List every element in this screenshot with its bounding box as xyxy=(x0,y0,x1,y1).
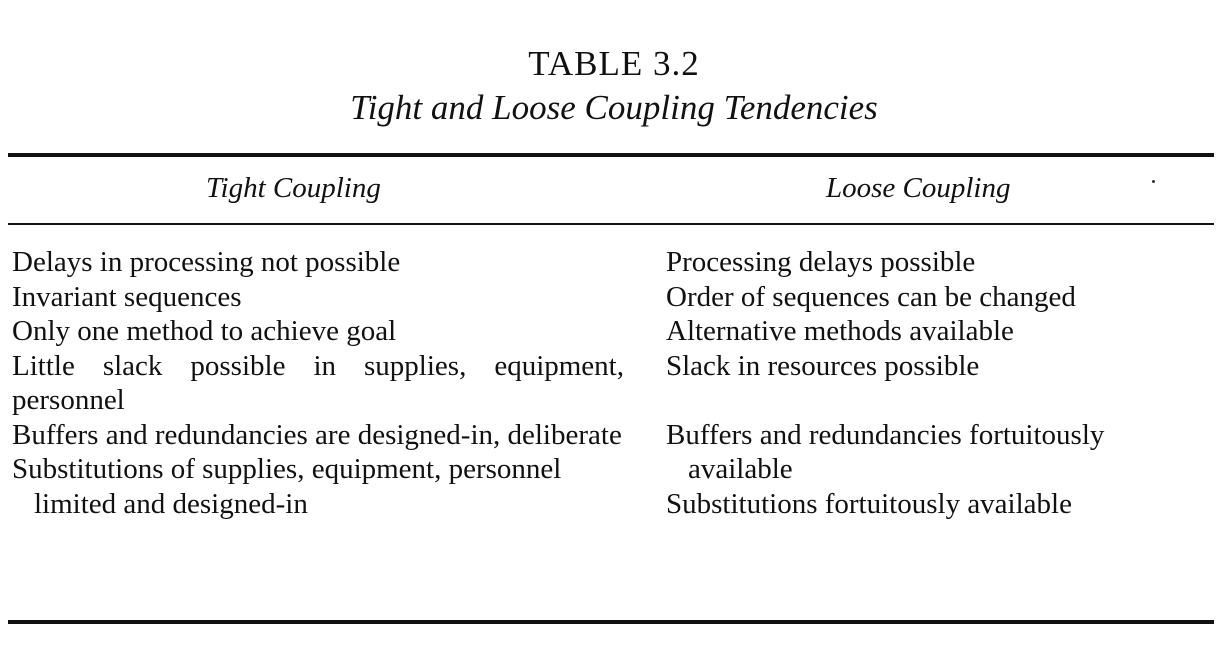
loose-coupling-column xyxy=(666,245,1214,521)
tight-entry: Invariant sequences xyxy=(12,280,242,313)
table-top-rule xyxy=(8,153,1214,157)
tight-coupling-column xyxy=(12,245,624,521)
loose-entry: Substitutions fortuitously available xyxy=(666,487,1072,520)
tight-entry: Little slack possible in supplies, equipment, personnel xyxy=(12,349,624,416)
tight-entry: Buffers and redundancies are designed-in, deliberate xyxy=(12,418,622,451)
loose-entry: Buffers and redundancies fortuitously available xyxy=(666,418,1105,485)
tight-entry: Substitutions of supplies, equipment, personnel limited and designed-in xyxy=(12,453,562,520)
table-number: TABLE 3.2 xyxy=(528,44,700,83)
loose-entry: Slack in resources possible xyxy=(666,349,980,382)
table-caption: Tight and Loose Coupling Tendencies xyxy=(350,88,878,127)
print-speck xyxy=(1152,180,1155,183)
tight-entry: Delays in processing not possible xyxy=(12,246,401,278)
row-spacer xyxy=(666,383,1214,418)
column-header-loose: Loose Coupling xyxy=(826,172,1011,204)
loose-entry: Processing delays possible xyxy=(666,246,976,278)
table-header-rule xyxy=(8,223,1214,225)
loose-entry: Order of sequences can be changed xyxy=(666,280,1076,313)
tight-entry: Only one method to achieve goal xyxy=(12,315,397,347)
loose-entry: Alternative methods available xyxy=(666,315,1014,347)
table-bottom-rule xyxy=(8,620,1214,624)
column-header-tight: Tight Coupling xyxy=(206,172,381,204)
